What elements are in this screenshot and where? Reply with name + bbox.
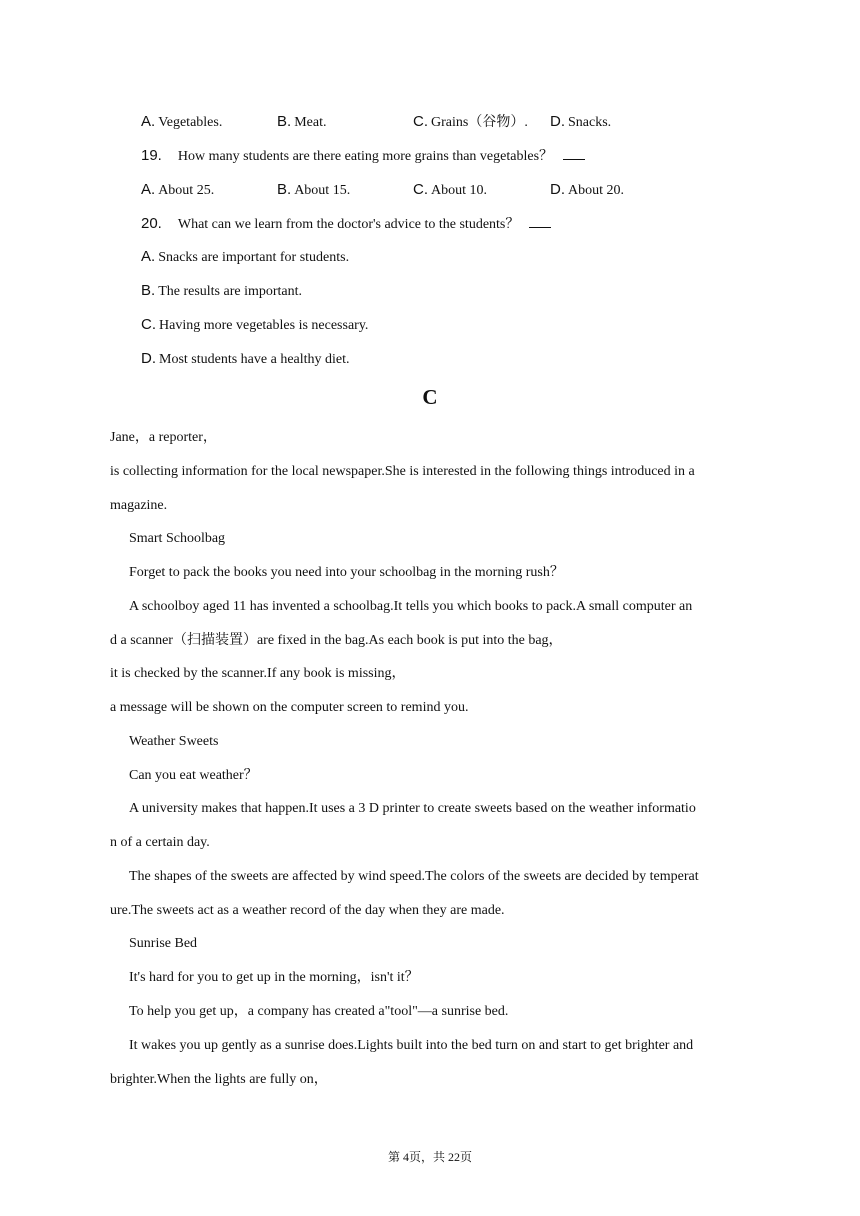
subheading-weather-sweets: Weather Sweets (129, 734, 219, 749)
passage-line: A schoolboy aged 11 has invented a schoolbag.It tells you which books to pack.A small computer an (129, 599, 693, 614)
q20-option-c (141, 316, 368, 335)
passage-line: A university makes that happen.It uses a 3 D printer to create sweets based on the weather informatio (129, 801, 696, 816)
q19-option-d (550, 181, 624, 200)
question-stem: What can we learn from the doctor's advice to the students？ (177, 217, 520, 232)
option-text: Vegetables. (158, 115, 223, 130)
passage-line: n of a certain day. (110, 835, 210, 850)
option-letter: A. (141, 248, 156, 265)
question-stem: How many students are there eating more grains than vegetables？ (177, 149, 554, 164)
option-text: Grains（谷物）. (431, 115, 528, 130)
option-letter: D. (550, 181, 565, 198)
passage-line: It wakes you up gently as a sunrise does.Lights built into the bed turn on and start to get brighter and (129, 1038, 694, 1053)
passage-line: brighter.When the lights are fully on， (110, 1072, 328, 1087)
q18-option-c (413, 113, 528, 132)
q20-option-d (141, 350, 350, 369)
passage-line: magazine. (110, 498, 168, 513)
passage-line: It's hard for you to get up in the morning，isn't it？ (129, 970, 419, 985)
option-letter: B. (277, 113, 292, 130)
option-letter: C. (413, 113, 428, 130)
q19-option-b (277, 181, 350, 200)
option-letter: D. (141, 350, 156, 367)
question-20 (141, 215, 551, 234)
option-text: Snacks. (568, 115, 612, 130)
option-text: Meat. (294, 115, 327, 130)
subheading-smart-schoolbag: Smart Schoolbag (129, 531, 226, 546)
option-text: About 20. (568, 183, 624, 198)
option-letter: B. (277, 181, 292, 198)
question-number: 19. (141, 147, 162, 164)
passage-line: d a scanner（扫描装置）are fixed in the bag.As each book is put into the bag， (110, 633, 563, 648)
q18-option-d (550, 113, 611, 132)
q20-option-b (141, 282, 302, 301)
passage-line: Jane，a reporter， (110, 430, 217, 445)
q18-option-b (277, 113, 326, 132)
passage-line: a message will be shown on the computer screen to remind you. (110, 700, 469, 715)
option-letter: B. (141, 282, 156, 299)
answer-blank (529, 215, 551, 228)
answer-blank (563, 147, 585, 160)
option-text: About 10. (431, 183, 487, 198)
q19-option-a (141, 181, 214, 200)
passage-line: Can you eat weather？ (129, 768, 258, 783)
passage-line: is collecting information for the local newspaper.She is interested in the following things introduced in a (110, 464, 695, 479)
option-text: Snacks are important for students. (158, 250, 350, 265)
q20-option-a (141, 248, 349, 267)
page-footer: 第 4页，共 22页 (387, 1150, 472, 1164)
option-text: Having more vegetables is necessary. (159, 318, 369, 333)
option-text: The results are important. (158, 284, 303, 299)
q18-option-a (141, 113, 222, 132)
option-letter: C. (141, 316, 156, 333)
question-19 (141, 147, 585, 166)
question-number: 20. (141, 215, 162, 232)
option-letter: C. (413, 181, 428, 198)
option-letter: D. (550, 113, 565, 130)
passage-line: Forget to pack the books you need into your schoolbag in the morning rush？ (129, 565, 564, 580)
option-text: About 25. (158, 183, 215, 198)
passage-line: ure.The sweets act as a weather record of the day when they are made. (110, 903, 505, 918)
option-letter: A. (141, 181, 156, 198)
option-letter: A. (141, 113, 156, 130)
passage-line: The shapes of the sweets are affected by wind speed.The colors of the sweets are decided by temperat (129, 869, 699, 884)
passage-line: it is checked by the scanner.If any book is missing， (110, 666, 406, 681)
passage-line: To help you get up，a company has created a"tool"—a sunrise bed. (129, 1004, 509, 1019)
subheading-sunrise-bed: Sunrise Bed (129, 936, 198, 951)
option-text: Most students have a healthy diet. (159, 352, 350, 367)
section-title: C (422, 385, 438, 409)
option-text: About 15. (294, 183, 351, 198)
q19-option-c (413, 181, 487, 200)
